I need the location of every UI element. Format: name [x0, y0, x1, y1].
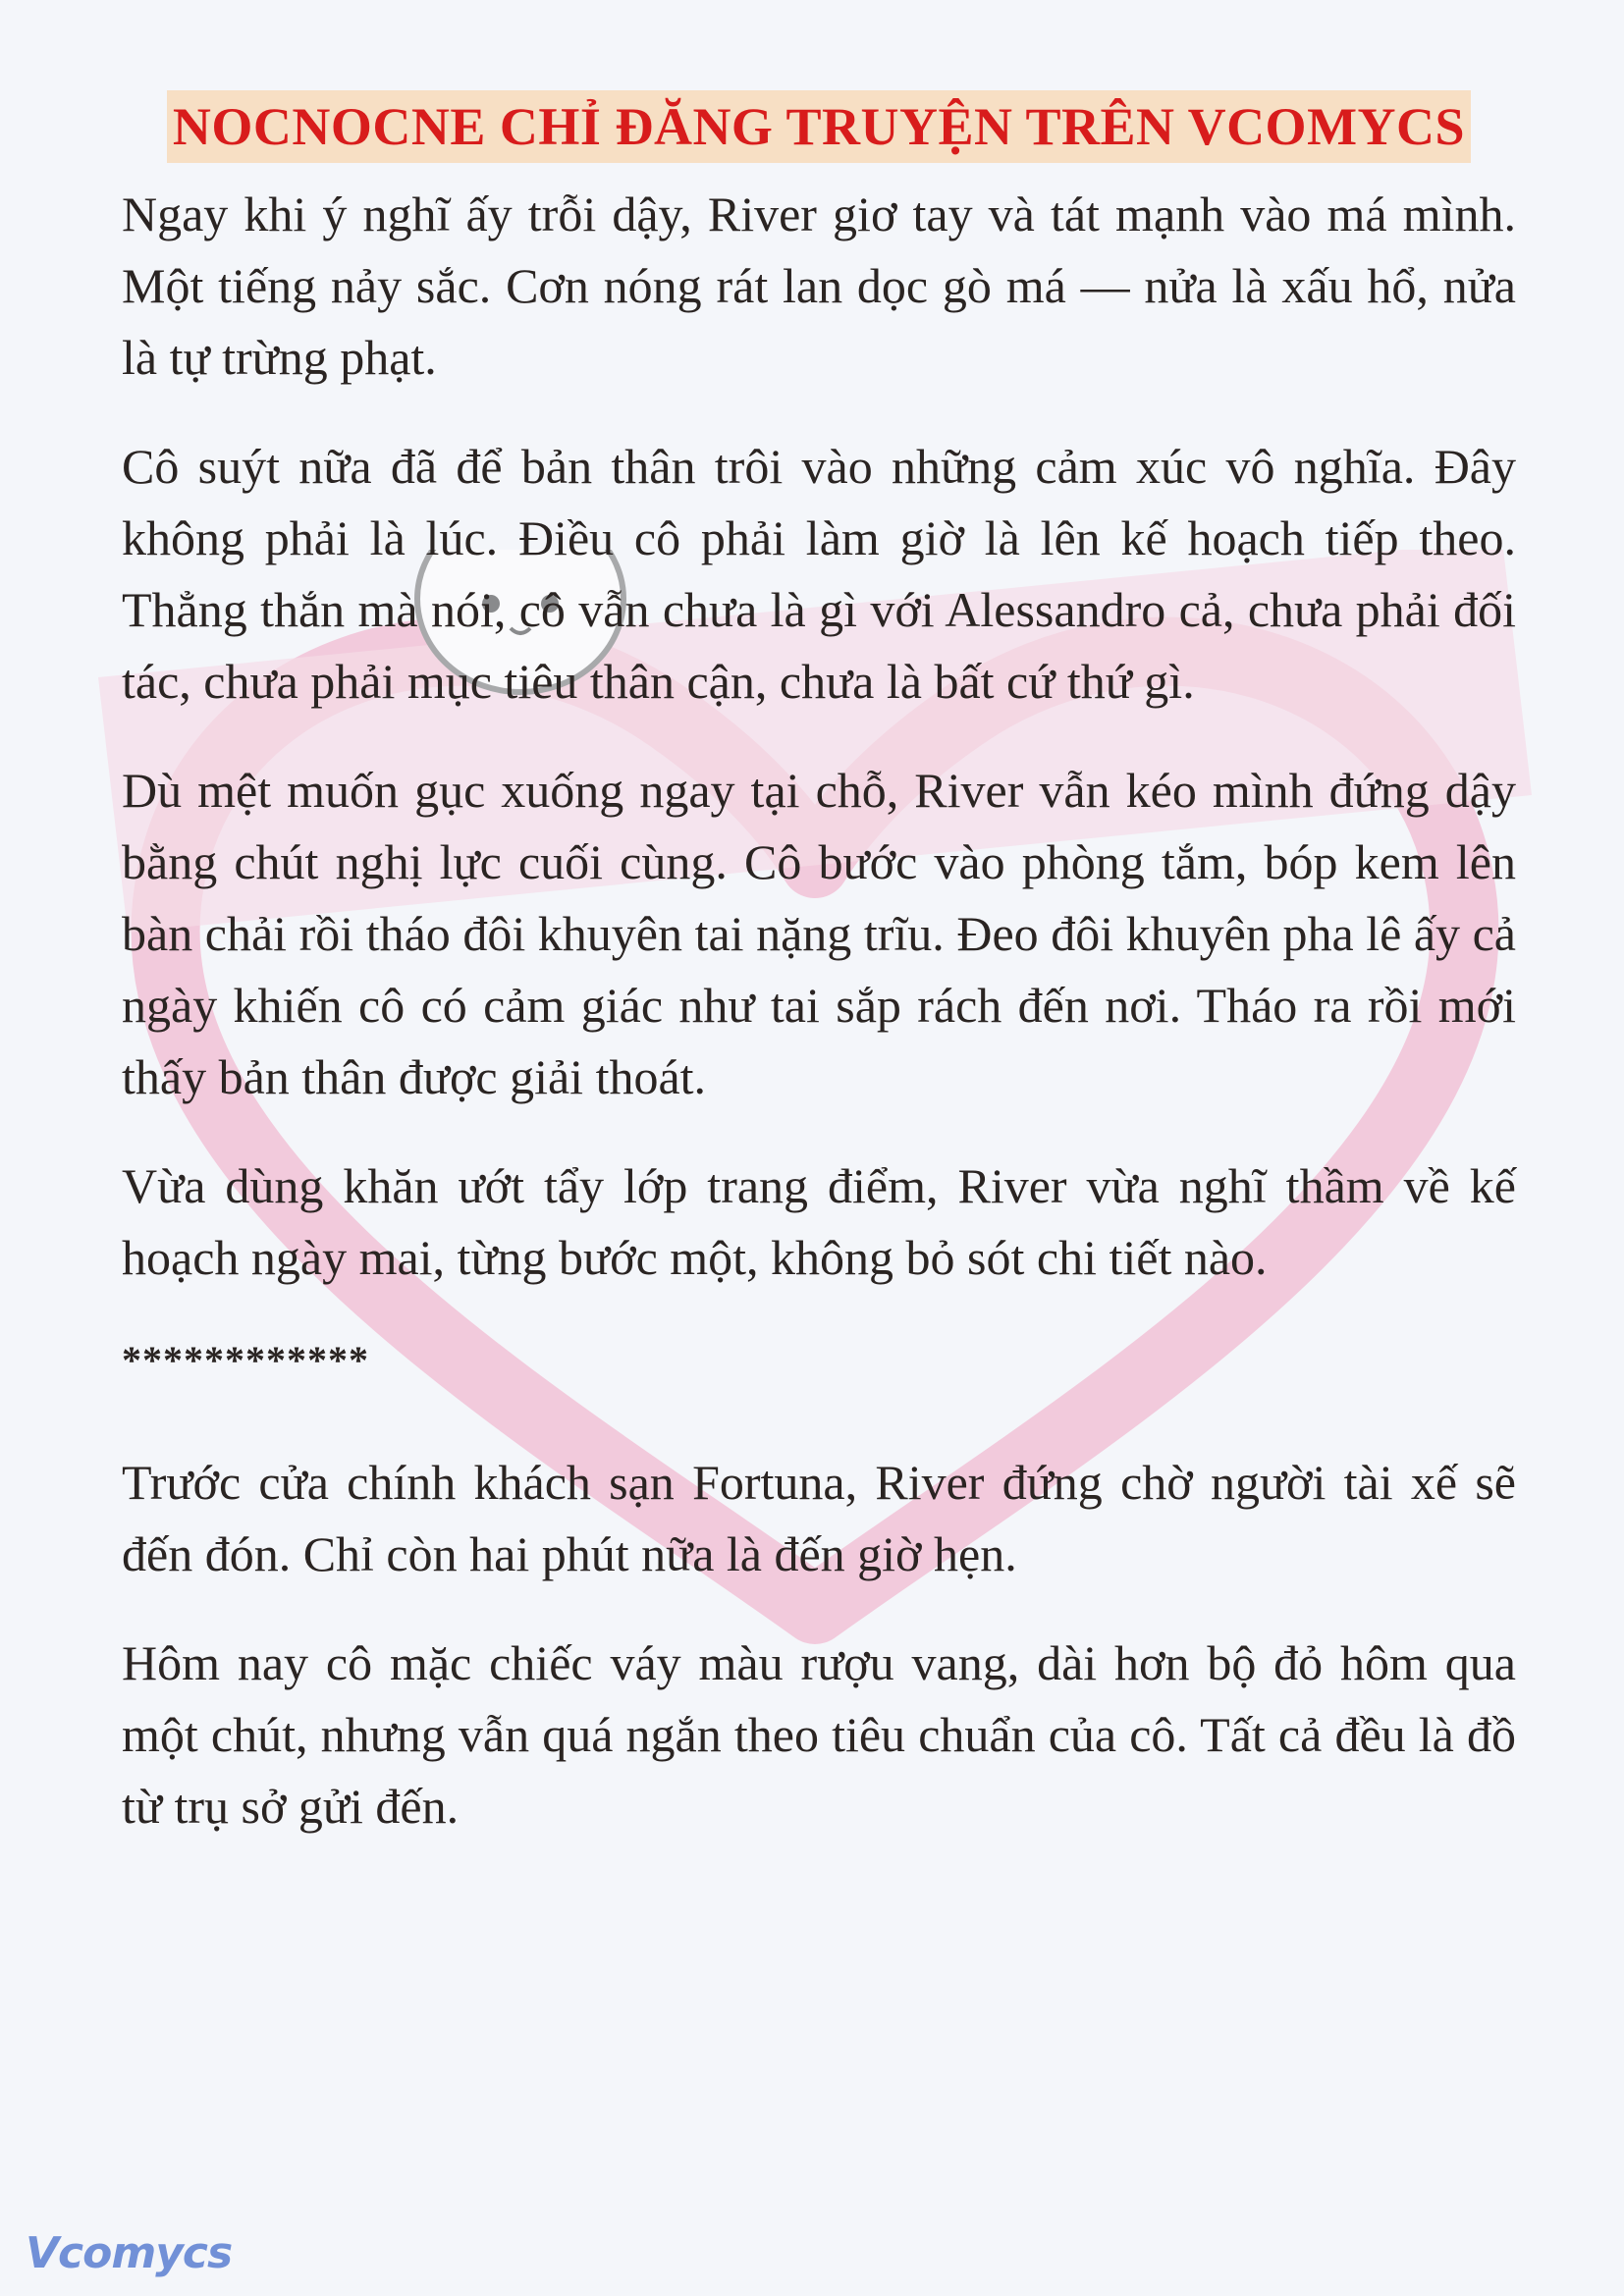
paragraph: Ngay khi ý nghĩ ấy trỗi dậy, River giơ tay và tát mạnh vào má mình. Một tiếng nảy sắc. Cơn nóng rát lan dọc gò má — nửa là xấu hổ, nửa là tự trừng phạt. [122, 187, 1516, 385]
paragraph: Cô suýt nữa đã để bản thân trôi vào những cảm xúc vô nghĩa. Đây không phải là lúc. Điều cô phải làm giờ là lên kế hoạch tiếp theo. Thẳng thắn mà nói, cô vẫn chưa là gì với Alessandro cả, chưa phải đối tác, chưa phải mục tiêu thân cận, chưa là bất cứ thứ gì. [122, 439, 1516, 709]
title-wrap [122, 90, 1516, 163]
paragraph: Dù mệt muốn gục xuống ngay tại chỗ, River vẫn kéo mình đứng dậy bằng chút nghị lực cuối cùng. Cô bước vào phòng tắm, bóp kem lên bàn chải rồi tháo đôi khuyên tai nặng trĩu. Đeo đôi khuyên pha lê ấy cả ngày khiến cô có cảm giác như tai sắp rách đến nơi. Tháo ra rồi mới thấy bản thân được giải thoát. [122, 763, 1516, 1104]
vcomycs-logo: Vcomycs [26, 2228, 233, 2278]
paragraph: Hôm nay cô mặc chiếc váy màu rượu vang, dài hơn bộ đỏ hôm qua một chút, nhưng vẫn quá ngắn theo tiêu chuẩn của cô. Tất cả đều là đồ từ trụ sở gửi đến. [122, 1635, 1516, 1834]
page-content [122, 90, 1516, 1880]
page-title: NOCNOCNE CHỈ ĐĂNG TRUYỆN TRÊN VCOMYCS [167, 90, 1471, 163]
paragraph: Vừa dùng khăn ướt tẩy lớp trang điểm, River vừa nghĩ thầm về kế hoạch ngày mai, từng bước một, không bỏ sót chi tiết nào. [122, 1158, 1516, 1285]
scene-separator: ************ [122, 1338, 369, 1382]
paragraph: Trước cửa chính khách sạn Fortuna, River đứng chờ người tài xế sẽ đến đón. Chỉ còn hai phút nữa là đến giờ hẹn. [122, 1455, 1516, 1581]
